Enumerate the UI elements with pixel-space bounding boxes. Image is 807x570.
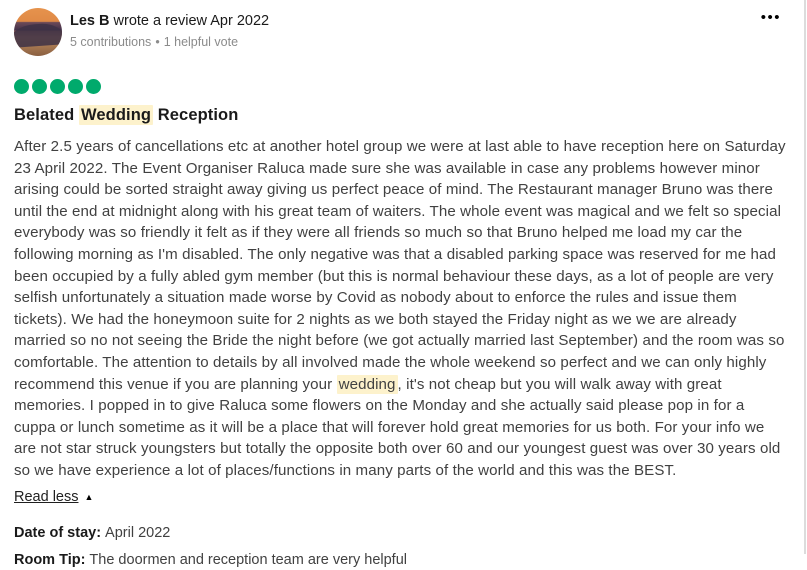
reviewer-avatar[interactable] [14, 8, 62, 56]
review-body-part2: , it's not cheap but you will walk away with great memories. I popped in to give Raluca some flowers on the Monday and she actually said please pop in for a cuppa or lunch sometime as it will be a place that will forever hold great memories for us both. For your info we are not star struck youngsters but totally the opposite both over 60 and our youngest guest was over 30 years old so we have experience a lot of places/functions in many parts of the world and this was the BEST. [14, 375, 781, 479]
read-less-link[interactable] [14, 489, 93, 505]
review-title-suffix: Reception [153, 106, 239, 124]
reviewer-name-link[interactable]: Les B [70, 13, 110, 29]
review-body-part1: After 2.5 years of cancellations etc at another hotel group we were at last able to have reception here on Saturday 23 April 2022. The Event Organiser Raluca made sure she was available in case any problems however minor arising could be sorted straight away giving us perfect peace of mind. The Restaurant manager Bruno was there until the end at midnight along with his great team of waiters. The whole event was magical and we felt so special everybody was so friendly it felt as if they were all friends so much so that Bruno helped me load my car the following morning as I'm disabled. The only negative was that a disabled parking space was reserved for me had been occupied by a fully abled gym member (but this is normal behaviour these days, as a lot of people are very selfish unfortunately a situation made worse by Covid as nobody about to enforce the rules and issue them tickets). We had the honeymoon suite for 2 nights as we both stayed the Friday night as we we are already married so no not seeing the Bride the night before (we got actually married last September) and the room was so comfortable. The attention to details by all involved made the whole weekend so perfect and we can only highly recommend this venue if you are planning your [14, 138, 786, 393]
read-less-label: Read less [14, 488, 79, 505]
review-card [14, 79, 786, 570]
review-title-highlight: Wedding [81, 106, 152, 124]
stats-separator: • [155, 35, 160, 49]
review-body-text [14, 136, 786, 482]
contributions-count: 5 contributions [70, 35, 152, 49]
rating-bubble-icon [50, 79, 65, 94]
room-tip-value: The doormen and reception team are very helpful [89, 551, 407, 568]
room-tip-row-clipped [14, 550, 786, 570]
room-tip-label: Room Tip: [14, 551, 86, 568]
date-of-stay-value: April 2022 [105, 524, 171, 541]
review-title [14, 103, 786, 127]
rating-bubble-icon [32, 79, 47, 94]
review-header [70, 11, 269, 50]
date-of-stay-label: Date of stay: [14, 524, 102, 541]
review-action-text: wrote a review Apr 2022 [109, 13, 270, 29]
rating-bubble-icon [68, 79, 83, 94]
rating-bubbles [14, 79, 786, 94]
rating-bubble-icon [86, 79, 101, 94]
content-right-border [804, 0, 806, 554]
collapse-caret-icon: ▲ [84, 491, 94, 502]
more-options-icon[interactable]: ••• [760, 9, 781, 26]
review-byline [70, 11, 269, 31]
helpful-votes-count: 1 helpful vote [163, 35, 239, 49]
reviewer-stats [70, 34, 269, 50]
date-of-stay-row [14, 523, 786, 543]
review-title-prefix: Belated [14, 106, 79, 124]
review-body-highlight: wedding [338, 375, 396, 393]
rating-bubble-icon [14, 79, 29, 94]
